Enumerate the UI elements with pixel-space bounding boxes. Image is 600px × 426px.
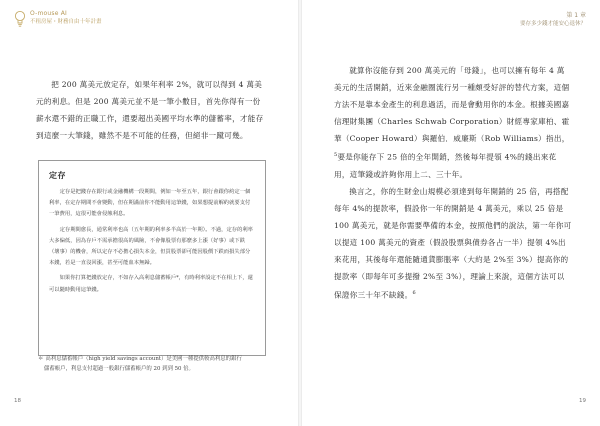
left-running-header [14, 10, 102, 28]
series-title: O-mouse AI [30, 10, 67, 17]
page-number: 18 [14, 398, 21, 404]
paragraph: 把 200 萬美元放定存，如果年利率 2%，就可以得到 4 萬美元的利息。但是 200 萬美元並不是一筆小數目，首先你得有一份薪水還不錯的正職工作，還要超出美國平均水準的儲蓄率，才能存到這麼一大筆錢，雖然不是不可能的任務，但絕非一蹴可幾。 [36, 80, 264, 140]
endnote-marker: 6 [412, 289, 416, 296]
endnote-marker: 5 [334, 152, 338, 158]
box-paragraph: 如果你打算把錢放定存，不如存入高利息儲蓄帳戶*，有時利率設定不在相上下，還可以隨時動用這筆錢。 [49, 275, 253, 293]
footnote-line-2: 儲蓄帳戶，利息支付超過一般銀行儲蓄帳戶的 20 到到 50 倍。 [44, 366, 194, 372]
paragraph [334, 183, 572, 304]
paragraph-text: 就算你沒能存到 200 萬美元的「母錢」，也可以擁有每年 4 萬美元的生活開銷，近來金融圈流行另一種頗受好評的替代方案，這個方法不是靠本金產生的利息過活，而是會動用你的本金。根據美國嘉信理財集團（Charles Schwab Corporation）財經專家庫柏、霍華（Cooper Howard）與羅伯．威廉斯（Rob Williams）指出， [334, 66, 570, 143]
sidebar-box-time-deposit [38, 160, 266, 356]
box-paragraph: 定存是把錢存在銀行或金融機構一段期間，例如一年至五年，銀行會跟你約定一個利率，在定存期間不會變動，但在期滿前你不能動用這筆錢，如果想提前解約就要支付一筆費用，這很可能會侵蝕利息。 [49, 189, 251, 218]
right-running-header [520, 12, 586, 28]
footnote-marker: ＊ [38, 356, 44, 362]
page-number: 19 [579, 398, 586, 404]
chapter-title: 要存多少錢才能安心退休？ [519, 21, 586, 27]
box-body [49, 187, 255, 296]
right-body-text [334, 62, 572, 303]
left-body-text [36, 76, 266, 144]
paragraph-text: 換言之，你的生財金山規模必須達到每年開銷的 25 倍，再搭配每年 4%的提款率，假設你一年的開銷是 4 萬美元，乘以 25 倍是 100 萬美元，就是你需要準備的本金，按照他們的說法，第一年你可以提這 100 萬美元的資產（假設股票與債券各占一半）提領 4%出來花用，其後每年還能隨通貨膨脹率（大約是 2%至 3%）提高你的提款率（即每年可多提撥 2%至 3%），理論上來說，這個方法可以保證你三十年不缺錢。 [334, 186, 572, 300]
left-page [0, 0, 298, 426]
footnote [38, 354, 274, 374]
book-title: 不租房屋・財務自由十年計畫 [30, 19, 102, 25]
box-title: 定存 [49, 171, 66, 180]
paragraph [334, 62, 572, 183]
right-page [302, 0, 600, 426]
paragraph-text: 要是你能存下 25 倍的全年開銷，然後每年提領 4%的錢出來花用，這筆錢或許夠你用上二、三十年。 [334, 152, 557, 179]
chapter-label: 第 1 章 [566, 12, 586, 19]
footnote-line-1: 高利息儲蓄帳戶（high yield savings account）是美國一種提供較高利息的銀行 [45, 356, 242, 362]
box-paragraph: 定存期間愈長，通常利率也高（五年期的利率多半高於一年期）。不過，定存的利率大多偏低，因為存戶不需承擔很高的風險，不會像股票有那麼多上漲（好事）或下跌（壞事）的機會，所以定存不必擔心損失本金，但買股票卻可能因股價下跌而損失部分本錢，若是一直沒回漲，甚至可能血本無歸。 [49, 226, 253, 267]
lightbulb-icon [14, 10, 26, 28]
